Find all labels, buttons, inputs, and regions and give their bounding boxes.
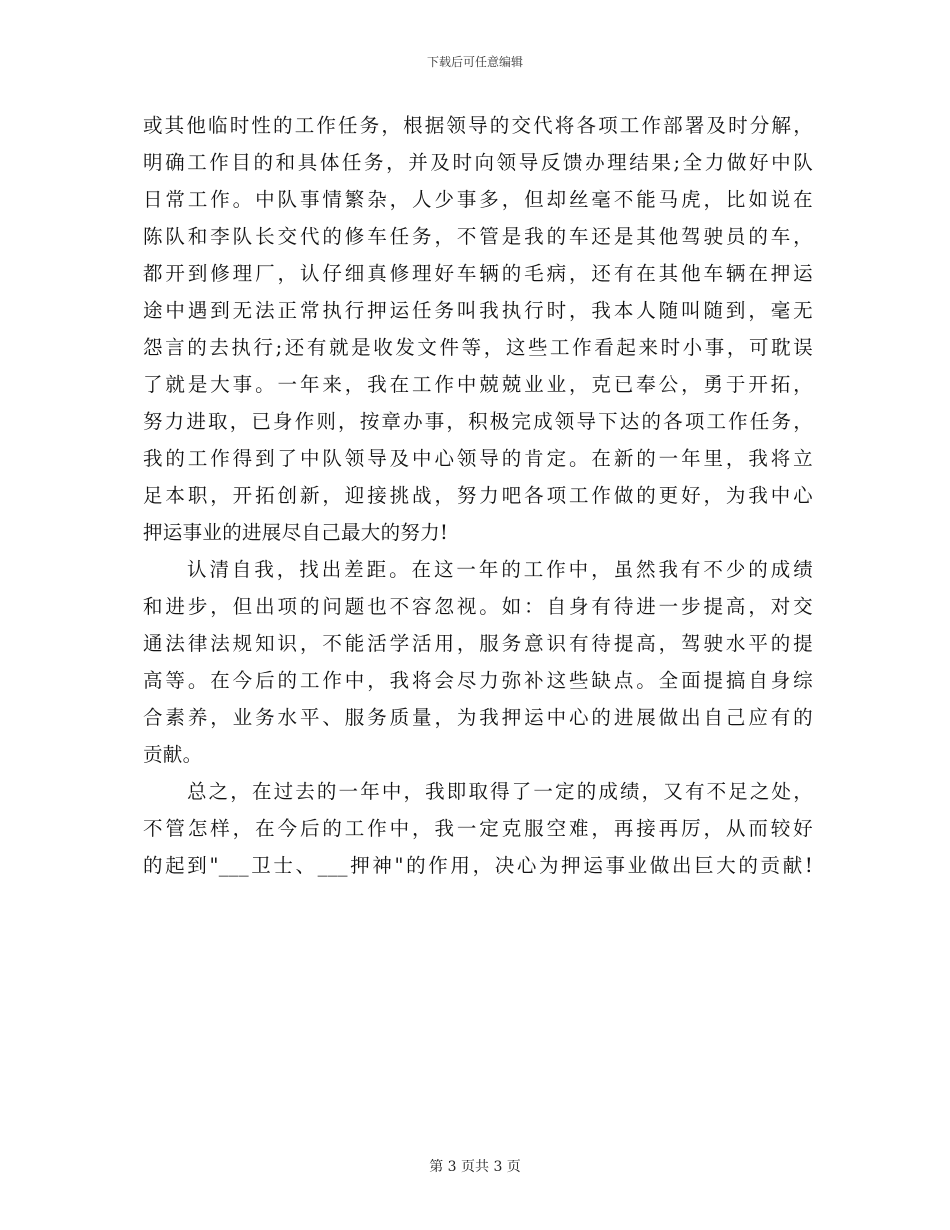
text-line: 都开到修理厂，认仔细真修理好车辆的毛病，还有在其他车辆在押运 <box>143 262 813 285</box>
text-line: 押运事业的进展尽自己最大的努力! <box>143 521 449 544</box>
text-line: 总之，在过去的一年中，我即取得了一定的成绩，又有不足之处， <box>187 780 813 803</box>
page-header: 下载后可任意编辑 <box>426 55 523 69</box>
text-line: 不管怎样，在今后的工作中，我一定克服空难，再接再厉，从而较好 <box>143 817 813 840</box>
text-line: 明确工作目的和具体任务，并及时向领导反馈办理结果;全力做好中队 <box>143 151 813 174</box>
text-line: 的起到"___卫士、___押神"的作用，决心为押运事业做出巨大的贡献! <box>143 854 813 877</box>
text-line: 和进步，但出项的问题也不容忽视。如：自身有待进一步提高，对交 <box>143 595 813 618</box>
text-line: 努力进取，已身作则，按章办事，积极完成领导下达的各项工作任务， <box>143 410 813 433</box>
text-line: 通法律法规知识，不能活学活用，服务意识有待提高，驾驶水平的提 <box>143 632 813 655</box>
text-line: 足本职，开拓创新，迎接挑战，努力吧各项工作做的更好，为我中心 <box>143 484 813 507</box>
text-line: 或其他临时性的工作任务，根据领导的交代将各项工作部署及时分解， <box>143 114 813 137</box>
text-line: 我的工作得到了中队领导及中心领导的肯定。在新的一年里，我将立 <box>143 447 813 470</box>
text-line: 贡献。 <box>143 743 203 766</box>
text-line: 合素养，业务水平、服务质量，为我押运中心的进展做出自己应有的 <box>143 706 813 729</box>
text-line: 认清自我，找出差距。在这一年的工作中，虽然我有不少的成绩 <box>187 558 813 581</box>
text-line: 怨言的去执行;还有就是收发文件等，这些工作看起来时小事，可耽误 <box>143 336 813 359</box>
text-line: 途中遇到无法正常执行押运任务叫我执行时，我本人随叫随到，毫无 <box>143 299 813 322</box>
text-line: 了就是大事。一年来，我在工作中兢兢业业，克已奉公，勇于开拓， <box>143 373 813 396</box>
text-line: 陈队和李队长交代的修车任务，不管是我的车还是其他驾驶员的车， <box>143 225 813 248</box>
text-line: 高等。在今后的工作中，我将会尽力弥补这些缺点。全面提搞自身综 <box>143 669 813 692</box>
page-number: 第 3 页共 3 页 <box>429 1159 521 1175</box>
text-line: 日常工作。中队事情繁杂，人少事多，但却丝毫不能马虎，比如说在 <box>143 188 813 211</box>
